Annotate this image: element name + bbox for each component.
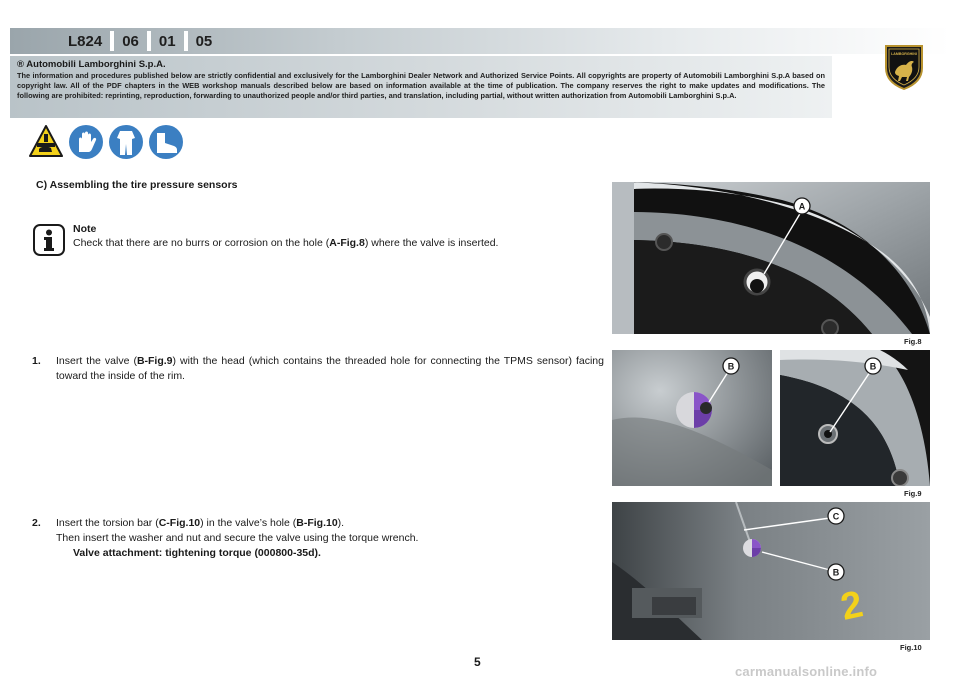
page-number: 5	[474, 655, 481, 669]
step-number: 1.	[32, 355, 41, 367]
note-text	[73, 237, 498, 249]
disclaimer-text: The information and procedures published below are strictly confidential and exclusively for the Lamborghini Dealer Network and Authorized Service Points. All copyrights are property of Automobili Lamborghini S.p.A based on copyright law. All of the PDF chapters in the WEB workshop manuals described below are based on information available at the time of publication. The company reserves the right to make updates and modifications. The following are prohibited: reprinting, reproduction, forwarding to unauthorized people and/or third parties, and translation, including partial, without written authorization from Automobili Lamborghini S.p.A.	[17, 71, 825, 101]
safety-icons	[28, 124, 184, 160]
safety-shoes-icon	[148, 124, 184, 160]
info-icon	[33, 224, 65, 256]
step-text-part: ) in the valve’s hole (	[200, 517, 297, 529]
section-title: C) Assembling the tire pressure sensors	[36, 179, 238, 191]
step-text-part: Insert the torsion bar (	[56, 517, 159, 529]
figure-8-caption: Fig.8	[904, 337, 922, 346]
figure-9-callouts	[612, 350, 930, 486]
callout-b-label: B	[869, 361, 877, 372]
figure-10-caption: Fig.10	[900, 643, 922, 652]
step-text	[56, 516, 418, 561]
logo-wordmark: LAMBORGHINI	[891, 52, 917, 56]
callout-a-label: A	[798, 201, 806, 212]
overalls-icon	[108, 124, 144, 160]
step-text-part: ) with the head (which contains the threaded hole for connecting the TPMS sensor) facing toward the inside of the rim.	[56, 355, 604, 382]
callout-b-label: B	[832, 567, 840, 578]
figure-8-callouts	[612, 182, 930, 334]
lamborghini-logo	[884, 44, 924, 90]
step-1	[32, 354, 604, 394]
hand-crush-warning-icon	[28, 124, 64, 160]
figure-reference: C-Fig.10	[158, 517, 201, 529]
code-part: 05	[195, 32, 213, 50]
step-2	[32, 516, 492, 576]
disclaimer-title: ® Automobili Lamborghini S.p.A.	[17, 59, 166, 70]
note-text-part: Check that there are no burrs or corrosion on the hole (	[73, 237, 330, 249]
note-text-part: ) where the valve is inserted.	[364, 237, 499, 249]
note-label: Note	[73, 223, 97, 235]
document-code	[60, 28, 220, 54]
figure-reference: B-Fig.10	[296, 517, 338, 529]
code-part: 06	[122, 32, 139, 50]
code-part: L824	[68, 32, 103, 50]
watermark: carmanualsonline.info	[735, 664, 878, 679]
rim-marking: 2	[837, 583, 867, 629]
figure-10-callouts	[612, 502, 930, 640]
step-text-part: Insert the valve (	[56, 355, 137, 367]
figure-reference: B-Fig.9	[136, 355, 173, 367]
step-text-part: ).	[337, 517, 345, 529]
torque-spec: Valve attachment: tightening torque (000800-35d).	[73, 547, 321, 559]
callout-c-label: C	[832, 511, 840, 522]
figure-9-caption: Fig.9	[904, 489, 922, 498]
step-number: 2.	[32, 517, 41, 529]
callout-b-label: B	[727, 361, 735, 372]
code-part: 01	[158, 32, 176, 50]
step-text	[56, 354, 604, 384]
gloves-icon	[68, 124, 104, 160]
figure-reference: A-Fig.8	[329, 237, 365, 249]
step-text-part: Then insert the washer and nut and secure the valve using the torque wrench.	[56, 532, 419, 544]
